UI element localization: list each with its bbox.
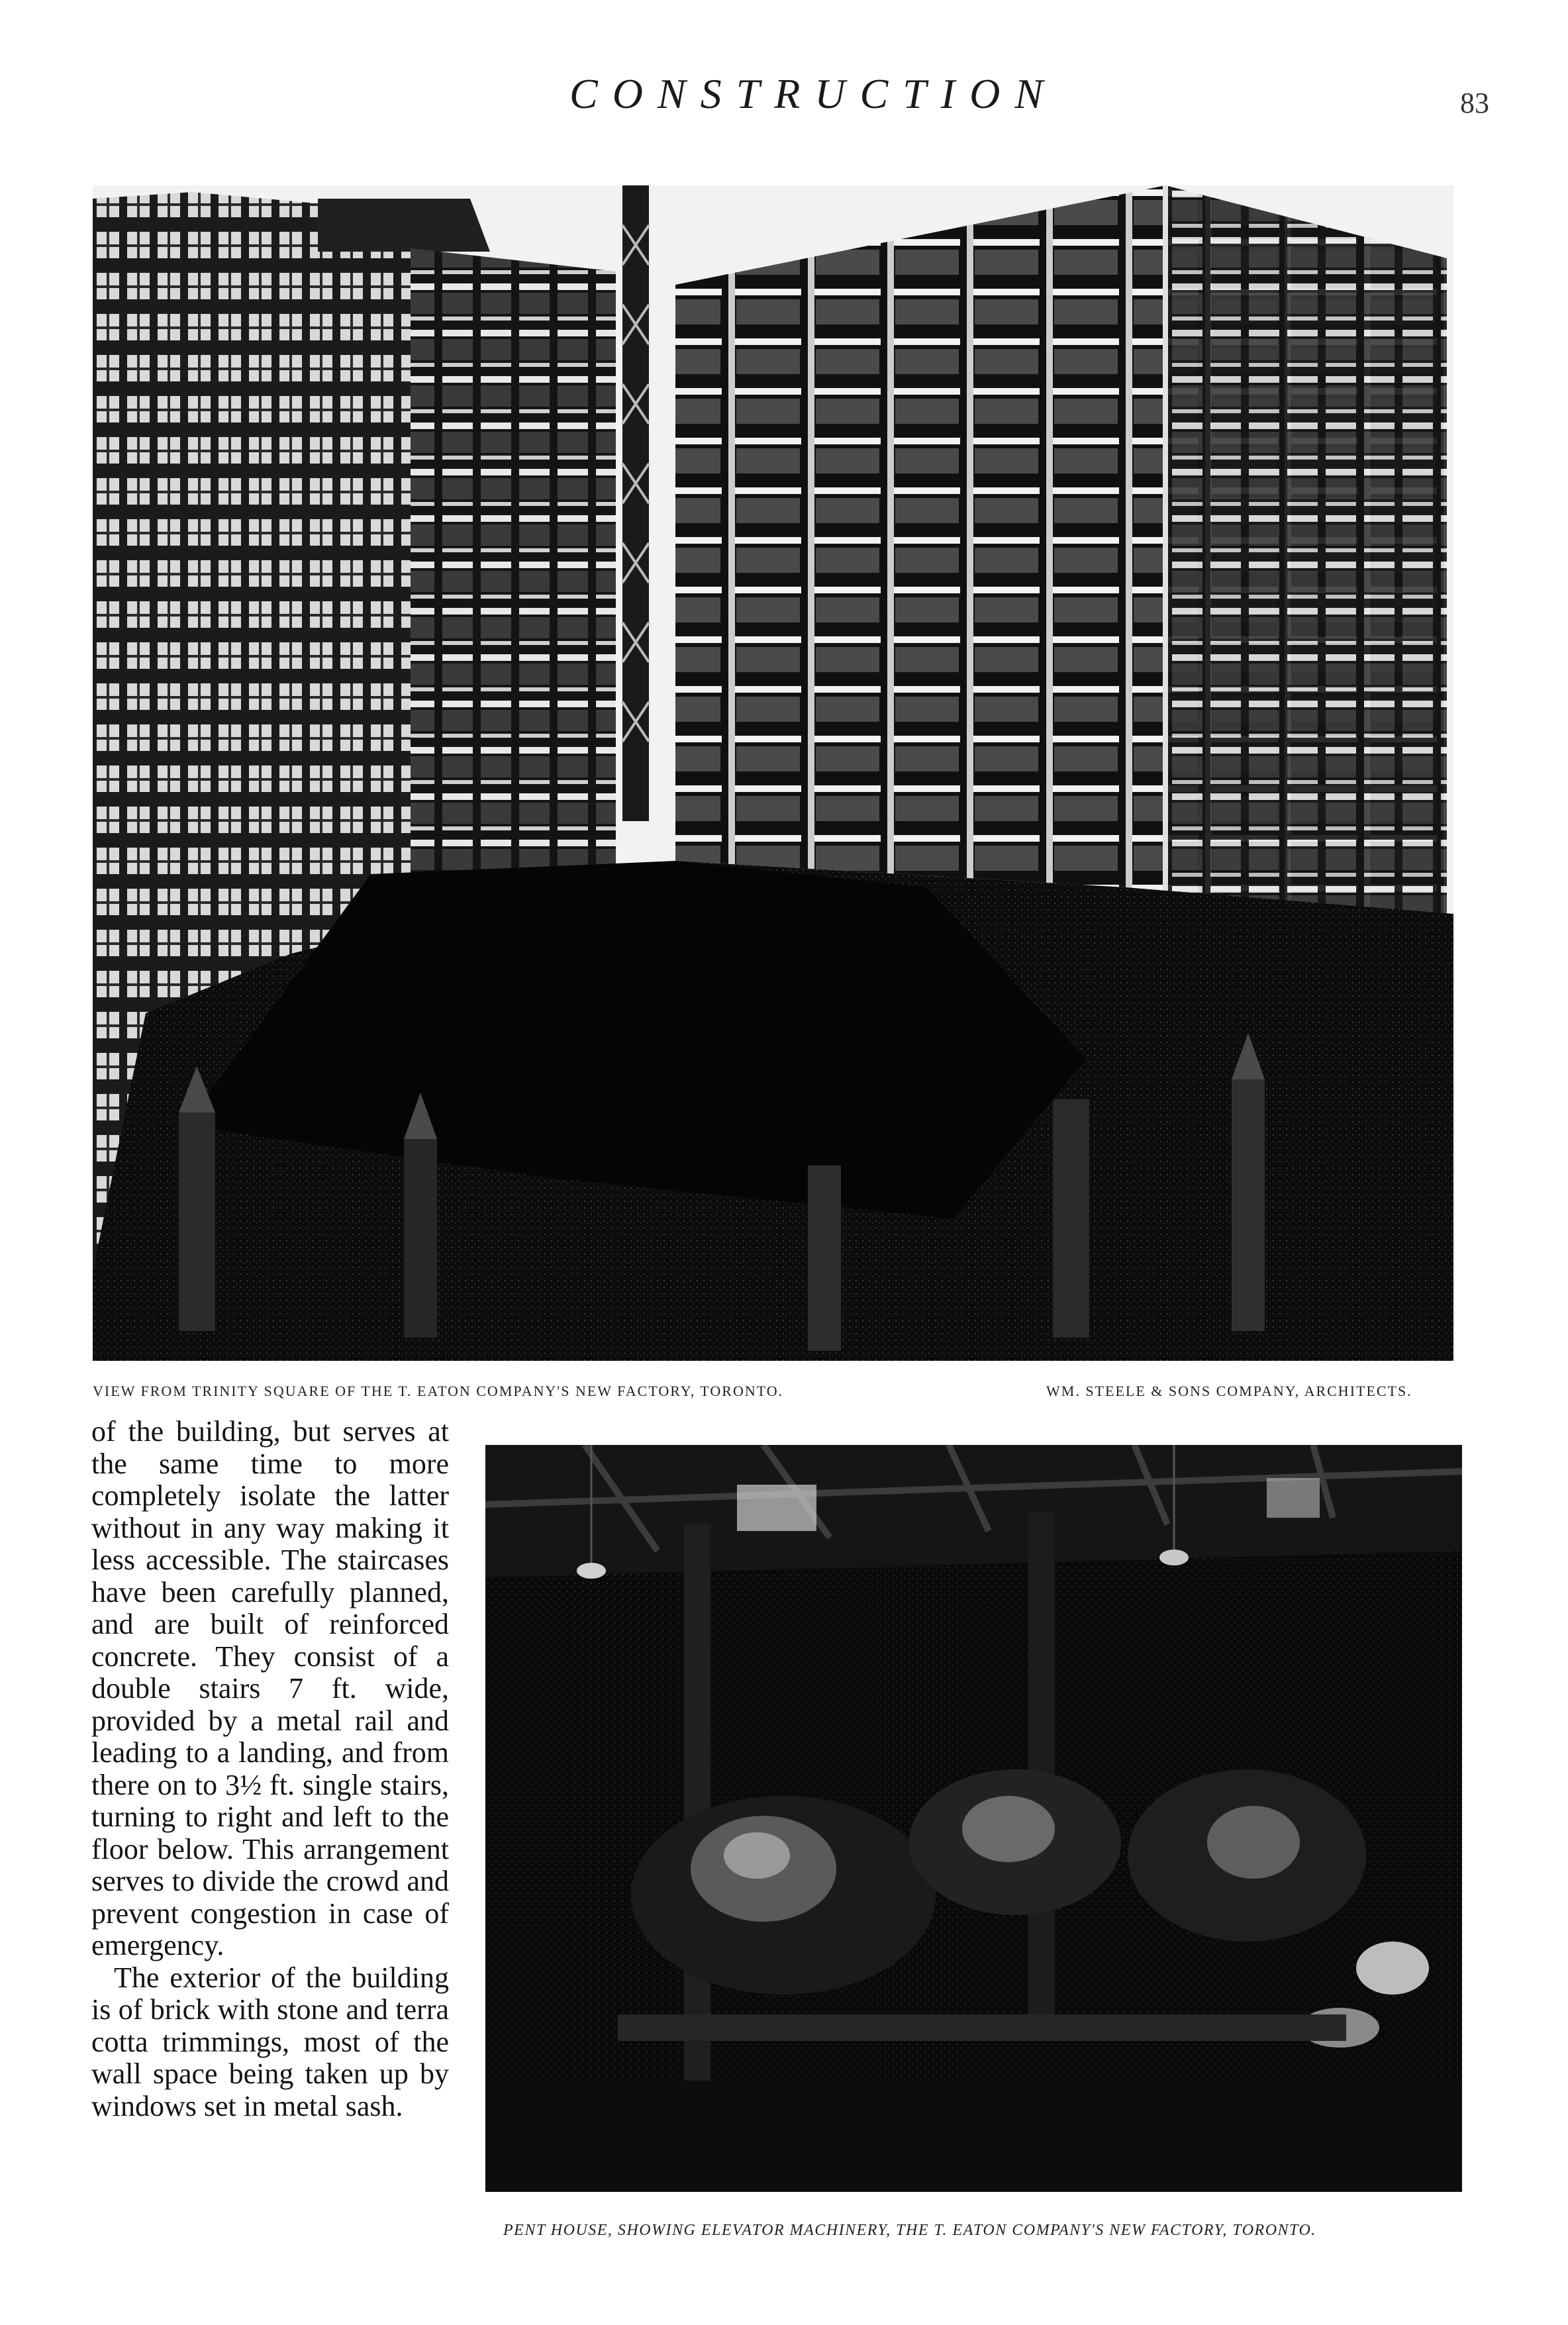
running-head: CONSTRUCTION [569,70,1057,117]
article-text-column [91,1416,449,2122]
pent-house-photo [485,1445,1462,2192]
page-number: 83 [1460,87,1489,119]
top-photo-caption: VIEW FROM TRINITY SQUARE OF THE T. EATON COMPANY'S NEW FACTORY, TORONTO. [93,1383,784,1399]
article-paragraph: The exterior of the building is of brick with stone and terra cotta trimmings, most of the wall space being taken up by windows set in metal sash. [91,1961,449,2122]
article-paragraph: of the building, but serves at the same time to more completely isolate the latter without in any way making it less accessible. The staircases have been carefully planned, and are built of reinforced concrete. They consist of a double stairs 7 ft. wide, provided by a metal rail and leading to a landing, and from there on to 3½ ft. single stairs, turning to right and left to the floor below. This arrangement serves to divide the crowd and prevent congestion in case of emergency. [91,1415,449,1961]
factory-view-photo [93,185,1453,1361]
bottom-photo-caption: PENT HOUSE, SHOWING ELEVATOR MACHINERY, THE T. EATON COMPANY'S NEW FACTORY, TORONTO. [503,2222,1316,2239]
architects-credit: WM. STEELE & SONS COMPANY, ARCHITECTS. [1046,1383,1412,1399]
